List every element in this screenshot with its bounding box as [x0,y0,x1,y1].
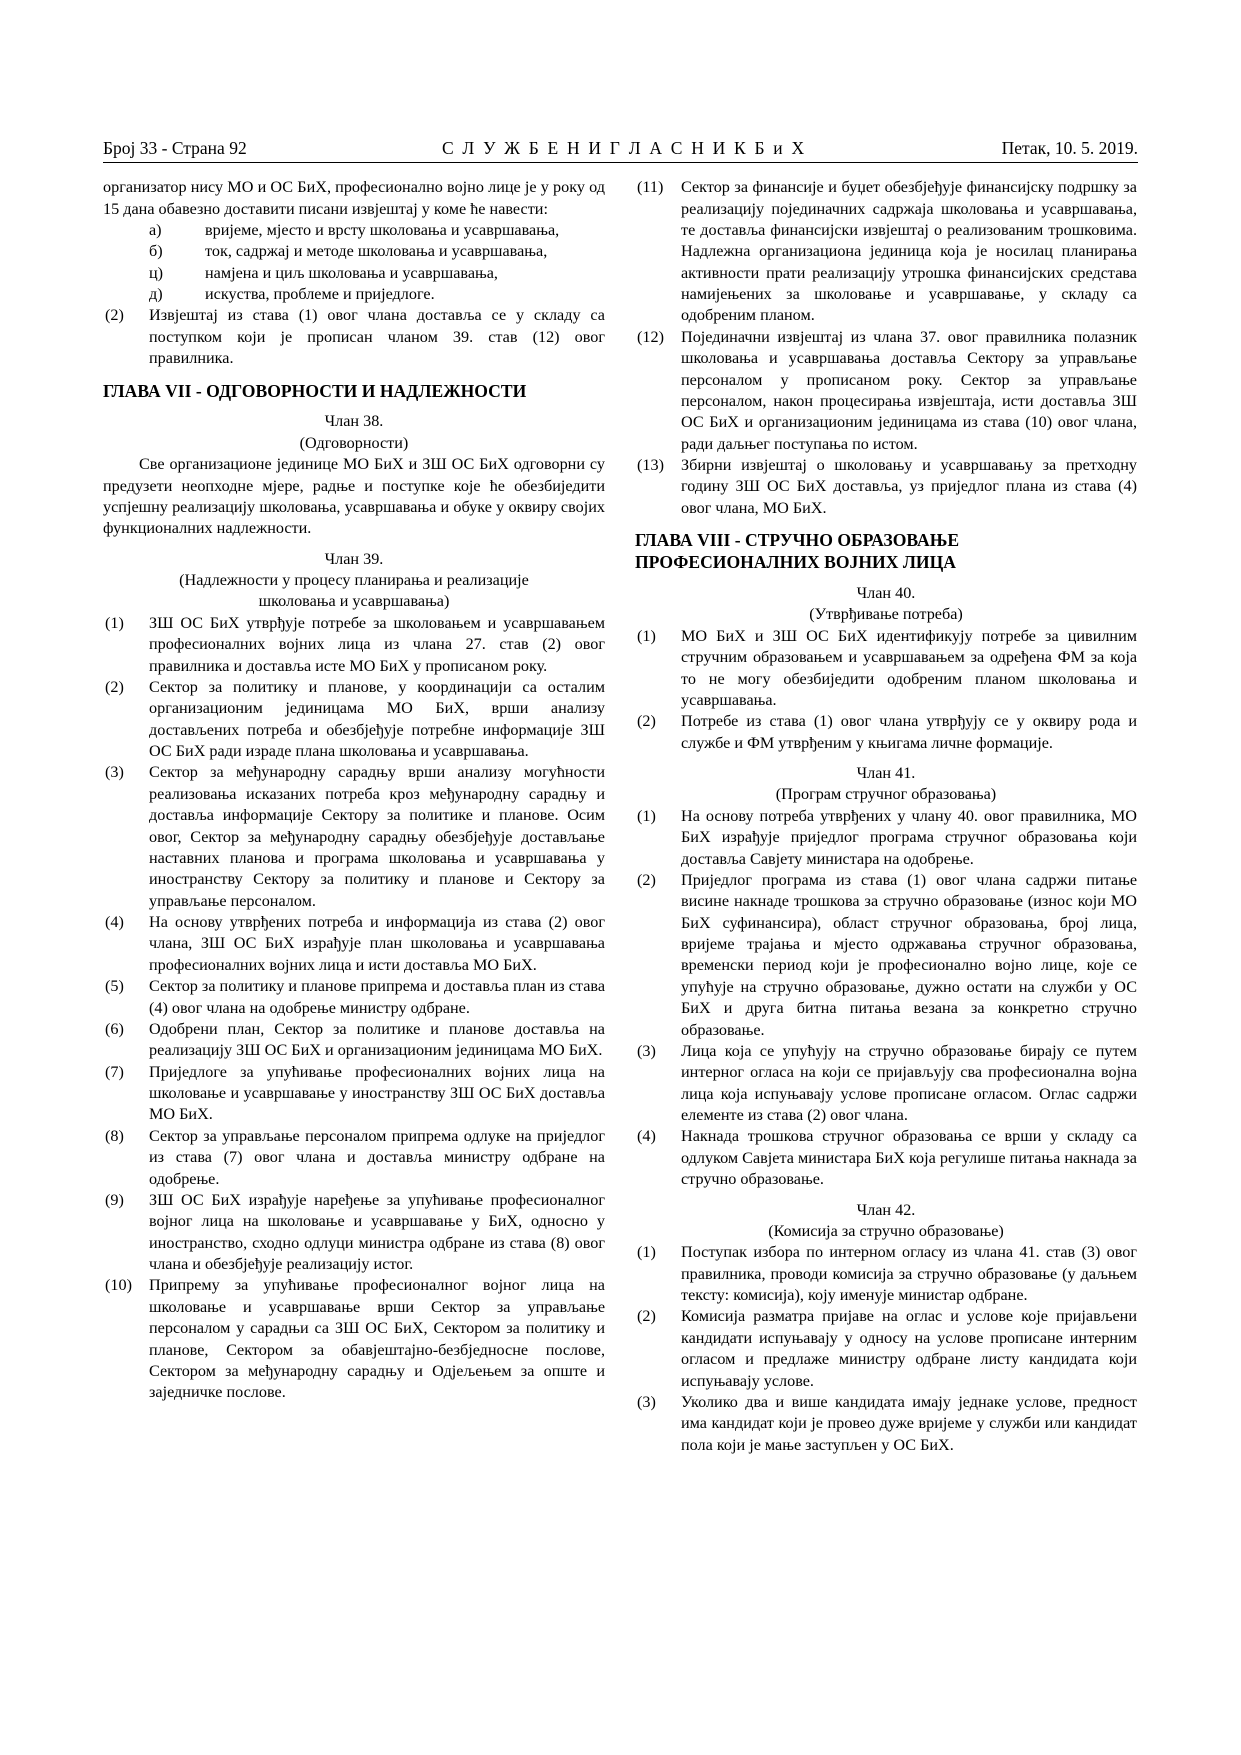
list-marker: ц) [149,263,164,282]
paragraph-text: Лица која се упућују на стручно образовање бирају се путем интерног огласа на који се пријављују сва професионална војна лица која испуњавају услове прописане огласом. Оглас садржи елементе из става (2) овог члана. [681,1041,1137,1125]
paragraph-text: Потребе из става (1) овог члана утврђују се у оквиру рода и службе и ФМ утврђеним у књигама личне формације. [681,712,1137,752]
list-marker: а) [149,220,162,239]
paragraph-marker: (1) [637,1243,656,1262]
page-content [103,138,1138,1456]
numbered-paragraph [103,1062,605,1126]
paragraph-marker: (1) [637,806,656,825]
paragraph-text: Одобрени план, Сектор за политике и планове доставља на реализацију ЗШ ОС БиХ и организационим јединицама МО БиХ. [149,1019,605,1060]
paragraph-text: ЗШ ОС БиХ утврђује потребе за школовањем и усавршавањем професионалних војних лица из члана 27. став (2) овог правилника и доставља исте МО БиХ у прописаном року. [149,613,605,675]
list-text: вријеме, мјесто и врсту школовања и усавршавања, [205,220,560,239]
paragraph-text: МО БиХ и ЗШ ОС БиХ идентификују потребе за цивилним стручним образовањем и усавршавањем за одређена ФМ за која то не могу обезбиједити одобреним планом школовања и усавршавања. [681,626,1137,709]
paragraph-text: Приједлоге за упућивање професионалних војних лица на школовање и усавршавање у иностранству ЗШ ОС БиХ доставља МО БиХ. [149,1062,605,1124]
paragraph-marker: (3) [105,763,124,782]
paragraph-text: Појединачни извјештај из члана 37. овог правилника полазник школовања и усавршавања доставља Сектору за управљање персоналом у прописаном року. Сектор за управљање персоналом, након процесирања извјештаја, исти доставља ЗШ ОС БиХ и организационим јединицама из става (10) овог члана, ради даљњег поступања по истом. [681,327,1137,453]
numbered-paragraph [103,912,605,976]
article-number-42: Члан 42. [856,1200,916,1219]
list-marker: д) [149,285,163,303]
paragraph-marker: (2) [637,712,656,731]
issue-page-label: Број 33 - Страна 92 [103,138,247,158]
paragraph-text: На основу потреба утврђених у члану 40. овог правилника, МО БиХ израђује приједлог програма стручног образовања који доставља Савјету министара на одобрење. [681,806,1137,868]
paragraph-text: Поступак избора по интерном огласу из члана 41. став (3) овог правилника, проводи комисија за стручно образовање (у даљњем тексту: комисија), коју именује министар одбране. [681,1243,1137,1305]
numbered-paragraph [635,1041,1137,1127]
paragraph-text: Збирни извјештај о школовању и усавршавању за претходну годину ЗШ ОС БиХ доставља, уз приједлог плана из става (4) овог члана, МО БиХ. [681,456,1137,517]
paragraph-text: Сектор за међународну сарадњу врши анализу могућности реализовања исказаних потреба кроз међународну сарадњу и доставља информације Сектору за политике и планове. Осим овог, Сектор за међународну сарадњу обезбјеђује достављање наставних планова и програма школовања и усавршавања у иностранству Сектору за политику и планове и Сектору за управљање персоналом. [149,763,605,910]
paragraph-marker: (12) [637,327,664,346]
numbered-paragraph [103,976,605,1019]
publication-date: Петак, 10. 5. 2019. [1001,138,1138,158]
list-text: ток, садржај и методе школовања и усавршавања, [205,242,548,261]
paragraph-marker: (7) [105,1062,124,1081]
article-number-38: Члан 38. [324,412,384,431]
numbered-paragraph [103,762,605,912]
article-title-39-line2: школовања и усавршавања) [258,592,450,611]
list-text: искуства, проблеме и приједлоге. [205,285,435,303]
article-title-40: (Утврђивање потреба) [809,605,963,624]
numbered-paragraph [635,1306,1137,1392]
numbered-paragraph [103,1019,605,1062]
paragraph-marker: (13) [637,456,664,474]
list-item [149,284,605,305]
numbered-paragraph [103,1126,605,1190]
article-number-41: Члан 41. [856,764,916,783]
paragraph-marker: (6) [105,1019,124,1038]
numbered-paragraph [635,870,1137,1041]
paragraph-text: Сектор за политику и планове припрема и доставља план из става (4) овог члана на одобрење министру одбране. [149,977,605,1017]
paragraph-text: Сектор за политику и планове, у координацији са осталим организационим јединицама МО БиХ, врши анализу достављених потреба и обезбјеђује потребне информације ЗШ ОС БиХ ради израде плана школовања и усавршавања. [149,677,605,761]
numbered-paragraph [103,613,605,677]
numbered-paragraph [103,1190,605,1276]
paragraph-text: Комисија разматра пријаве на оглас и услове које пријављени кандидати испуњавају у односу на услове прописане интерним огласом и предлаже министру одбране листу кандидата који испуњавају услове. [681,1307,1137,1390]
paragraph-marker: (1) [105,613,124,632]
numbered-paragraph [635,711,1137,754]
paragraph-text: Припрему за упућивање професионалног војног лица на школовање и усавршавање врши Сектор за управљање персоналом у сарадњи са ЗШ ОС БиХ, Сектором за политику и планове, Сектором за обавјештајно-безбједносне послове, Сектором за међународну сарадњу и Одјељењем за опште и заједничке послове. [149,1276,605,1402]
numbered-paragraph [103,305,605,369]
paragraph-text: На основу утврђених потреба и информација из става (2) овог члана, ЗШ ОС БиХ израђује план школовања и усавршавања професионалних војних лица и исти доставља МО БиХ. [149,913,605,974]
paragraph-text: Сектор за управљање персоналом припрема одлуке на приједлог из става (7) овог члана и доставља министру одбране на одобрење. [149,1126,605,1188]
numbered-paragraph [635,806,1137,870]
paragraph-marker: (4) [637,1127,656,1146]
paragraph-marker: (2) [105,306,124,325]
paragraph-text: ЗШ ОС БиХ израђује наређење за упућивање професионалног војног лица на школовање и усавршавање у БиХ, односно у иностранство, сходно одлуци министра одбране из става (8) овог члана и обезбјеђује реализацију истог. [149,1190,605,1274]
numbered-paragraph [103,677,605,763]
list-item [149,263,605,284]
numbered-paragraph [635,327,1137,455]
paragraph-marker: (4) [105,913,124,932]
paragraph-marker: (2) [637,870,656,889]
paragraph-text: Приједлог програма из става (1) овог члана садржи питање висине накнаде трошкова за стручно образовање (износ који МО БиХ суфинансира), област стручног образовања, број лица, вријеме трајања и мјесто одржавања стручног образовања, временски период који је професионално војно лице, које се упућује на стручно образовање, дужно остати на служби у ОС БиХ и друга битна питања везана за конкретно стручно образовање. [681,870,1137,1039]
article-title-39-line1: (Надлежности у процесу планирања и реализације [179,571,529,590]
left-column [103,177,605,1456]
numbered-paragraph [635,455,1137,519]
running-head [103,138,1138,163]
continued-paragraph: организатор нису МО и ОС БиХ, професионално војно лице је у року од 15 дана обавезно доставити писани извјештај у коме ће навести: [103,178,605,218]
numbered-paragraph [635,1126,1137,1190]
numbered-paragraph [635,177,1137,327]
paragraph-marker: (10) [105,1276,132,1295]
paragraph-marker: (2) [637,1307,656,1326]
list-marker: б) [149,242,163,261]
list-item [149,241,605,262]
paragraph-text: Извјештај из става (1) овог члана доставља се у складу са поступком који је прописан чланом 39. став (12) овог правилника. [149,306,605,368]
article-38-text: Све организационе јединице МО БиХ и ЗШ ОС БиХ одговорни су предузети неопходне мјере, радње и поступке које ће обезбиједити успјешну реализацију школовања, усавршавања и обуке у оквиру својих функционалних надлежности. [103,455,605,538]
chapter-heading-viii-line1: ГЛАВА VIII - СТРУЧНО ОБРАЗОВАЊЕ [635,530,960,551]
paragraph-marker: (9) [105,1190,124,1209]
paragraph-marker: (8) [105,1126,124,1145]
chapter-heading-vii: ГЛАВА VII - ОДГОВОРНОСТИ И НАДЛЕЖНОСТИ [103,380,527,401]
two-column-body [103,177,1138,1456]
paragraph-marker: (3) [637,1041,656,1060]
paragraph-marker: (1) [637,626,656,645]
paragraph-marker: (11) [637,178,664,197]
article-title-41: (Програм стручног образовања) [775,785,997,804]
article-title-38: (Одговорности) [299,433,409,452]
numbered-paragraph [103,1275,605,1403]
paragraph-marker: (3) [637,1392,656,1411]
numbered-paragraph [635,626,1137,712]
paragraph-marker: (2) [105,677,124,696]
chapter-heading-viii-line2: ПРОФЕСИОНАЛНИХ ВОЈНИХ ЛИЦА [635,552,957,573]
chapter-heading-viii [635,530,1137,574]
article-number-39: Члан 39. [324,549,384,568]
right-column [635,177,1137,1456]
numbered-paragraph [635,1242,1137,1306]
list-text: намјена и циљ школовања и усавршавања, [205,263,498,282]
paragraph-text: Сектор за финансије и буџет обезбјеђује финансијску подршку за реализацију појединачних садржаја школовања и усавршавања, те доставља финансијски извјештај о реализованим трошковима. Надлежна организациона јединица која је носилац планирања активности прати реализацију утрошка финансијских средстава намијењених за школовање и усавршавање, у складу са одобреним планом. [681,178,1137,325]
article-title-42: (Комисија за стручно образовање) [768,1221,1004,1240]
list-item [149,220,605,241]
paragraph-marker: (5) [105,977,124,996]
paragraph-text: Уколико два и више кандидата имају једнаке услове, предност има кандидат који је провео дуже вријеме у служби или кандидат пола који је мање заступљен у ОС БиХ. [681,1392,1137,1454]
numbered-paragraph [635,1392,1137,1456]
publication-title: С Л У Ж Б Е Н И Г Л А С Н И К Б и Х [441,138,807,158]
article-number-40: Члан 40. [856,584,916,603]
paragraph-text: Накнада трошкова стручног образовања се врши у складу са одлуком Савјета министара БиХ која регулише питања накнада за стручно образовање. [681,1127,1137,1189]
